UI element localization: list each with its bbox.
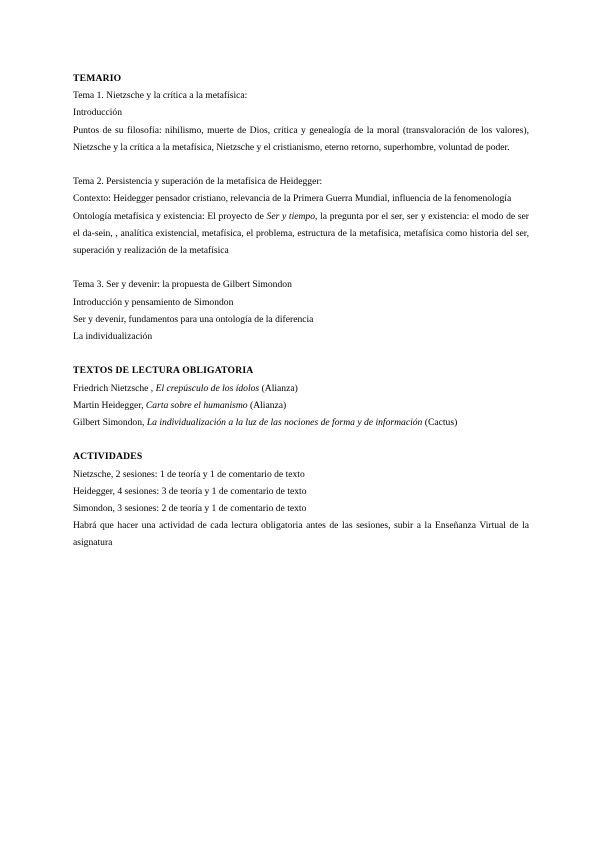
tema1-title: Tema 1. Nietzsche y la crítica a la metafísica:: [73, 90, 248, 102]
textos-author: Martin Heidegger,: [73, 399, 146, 411]
textos-item: [73, 397, 529, 414]
actividades-line: Heidegger, 4 sesiones: 3 de teoría y 1 de comentario de texto: [73, 485, 307, 497]
tema2-ontologia-book-title: Ser y tiempo: [266, 210, 316, 222]
spacer: [73, 431, 529, 448]
tema3-title: Tema 3. Ser y devenir: la propuesta de Gilbert Simondon: [73, 279, 292, 291]
tema2-contexto: Contexto: Heidegger pensador cristiano, relevancia de la Primera Guerra Mundial, influencia de la fenomenología: [73, 193, 512, 205]
actividades-line: Simondon, 3 sesiones: 2 de teoría y 1 de comentario de texto: [73, 503, 307, 515]
spacer: [73, 345, 529, 362]
actividades-heading: ACTIVIDADES: [73, 451, 143, 463]
textos-publisher: (Cactus): [422, 417, 458, 429]
textos-heading: TEXTOS DE LECTURA OBLIGATORIA: [73, 365, 254, 377]
textos-author: Gilbert Simondon,: [73, 417, 147, 429]
textos-work: La individualización a la luz de las nociones de forma y de información: [146, 417, 423, 429]
tema3-line3: La individualización: [73, 331, 153, 343]
textos-publisher: (Alianza): [247, 399, 287, 411]
document-page: [73, 70, 529, 552]
tema2-ontologia-pre: Ontología metafísica y existencia: El proyecto de: [73, 210, 267, 222]
spacer: [73, 259, 529, 276]
actividades-note: Habrá que hacer una actividad de cada lectura obligatoria antes de las sesiones, subir a la Enseñanza Virtual de la asignatura: [73, 520, 529, 549]
textos-work: El crepúsculo de los ídolos: [155, 382, 260, 394]
tema3-line2: Ser y devenir, fundamentos para una ontología de la diferencia: [73, 313, 314, 325]
tema3-line1: Introducción y pensamiento de Simondon: [73, 296, 234, 308]
tema1-intro: Introducción: [73, 107, 123, 119]
textos-publisher: (Alianza): [259, 382, 298, 394]
tema2-ontologia-post: , la pregunta por el ser, ser y existencia: el modo de ser el da-sein, , analítica existencial, metafísica, el problema, estructura de la metafísica, metafísica como historia del ser, superación y realización de la metafísica: [73, 210, 529, 257]
tema1-puntos: Puntos de su filosofía: nihilismo, muerte de Dios, crítica y genealogía de la moral (transvaloración de los valores), Nietzsche y la crítica a la metafísica, Nietzsche y el cristianismo, eterno retorno, superhombre, voluntad de poder.: [73, 124, 529, 153]
textos-work: Carta sobre el humanismo: [145, 399, 248, 411]
spacer: [73, 156, 529, 173]
actividades-line: Nietzsche, 2 sesiones: 1 de teoría y 1 de comentario de texto: [73, 468, 305, 480]
textos-item: [73, 414, 529, 431]
tema2-ontologia: [73, 208, 529, 260]
textos-item: [73, 380, 529, 397]
tema2-title: Tema 2. Persistencia y superación de la metafísica de Heidegger:: [73, 176, 323, 188]
temario-heading: TEMARIO: [73, 73, 122, 84]
textos-author: Friedrich Nietzsche ,: [73, 382, 156, 394]
